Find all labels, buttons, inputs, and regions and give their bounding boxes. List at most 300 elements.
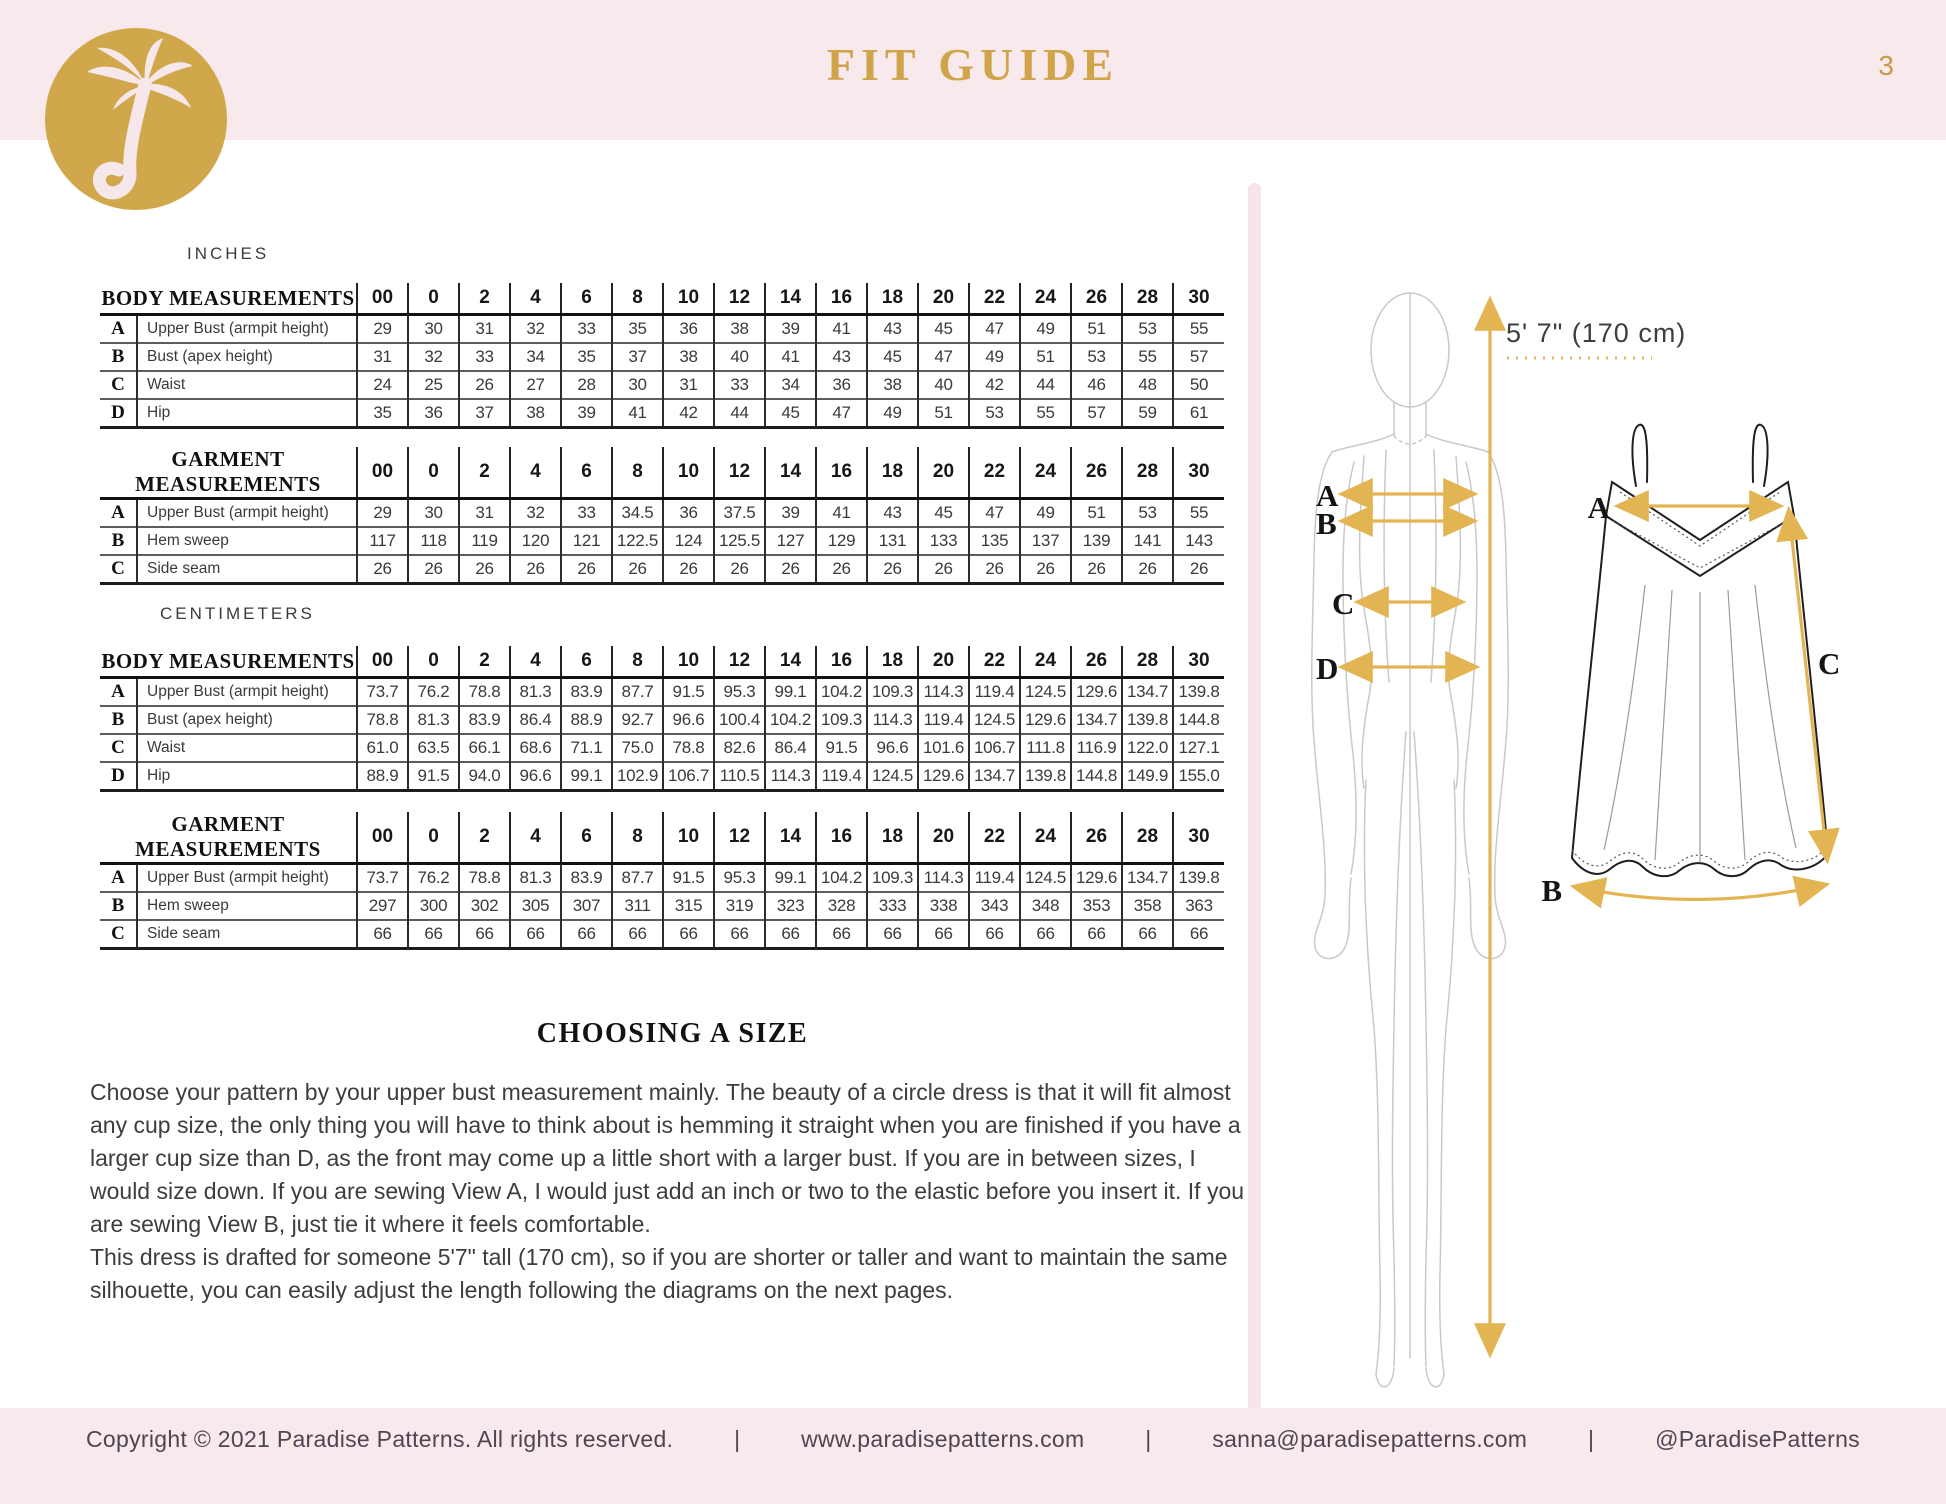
measurement-value: 66: [969, 920, 1020, 949]
measurement-value: 323: [765, 892, 816, 920]
measurement-value: 78.8: [459, 678, 510, 707]
measurement-row: [100, 371, 1224, 399]
size-column-header: 28: [1122, 447, 1173, 499]
measurement-row: [100, 527, 1224, 555]
size-column-header: 14: [765, 447, 816, 499]
measurement-value: 131: [867, 527, 918, 555]
measurement-value: 29: [357, 499, 408, 528]
measurement-value: 99.1: [561, 762, 612, 791]
size-column-header: 2: [459, 447, 510, 499]
size-column-header: 28: [1122, 283, 1173, 315]
dress-label-hem: B: [1541, 873, 1562, 908]
measurement-value: 36: [816, 371, 867, 399]
row-label: Upper Bust (armpit height): [137, 864, 357, 893]
measurement-value: 328: [816, 892, 867, 920]
row-label: Hip: [137, 762, 357, 791]
size-column-header: 00: [357, 812, 408, 864]
measurement-value: 66: [1071, 920, 1122, 949]
size-column-header: 28: [1122, 812, 1173, 864]
size-column-header: 2: [459, 283, 510, 315]
measurement-value: 33: [561, 499, 612, 528]
size-column-header: 0: [408, 283, 459, 315]
measurement-value: 109.3: [867, 678, 918, 707]
measurement-value: 92.7: [612, 706, 663, 734]
measurement-value: 31: [357, 343, 408, 371]
measurement-value: 66: [816, 920, 867, 949]
measurement-value: 81.3: [408, 706, 459, 734]
measurement-value: 134.7: [1071, 706, 1122, 734]
measurement-value: 41: [816, 315, 867, 344]
measurement-value: 133: [918, 527, 969, 555]
measurement-value: 34.5: [612, 499, 663, 528]
measurement-value: 99.1: [765, 678, 816, 707]
choosing-paragraph-2: This dress is drafted for someone 5'7" tall (170 cm), so if you are shorter or taller and want to maintain the same silhouette, you can easily adjust the length following the diagrams on the next pages.: [90, 1244, 1228, 1303]
measurement-value: 117: [357, 527, 408, 555]
size-column-header: 6: [561, 447, 612, 499]
measurement-row: [100, 706, 1224, 734]
height-label: 5' 7" (170 cm): [1506, 318, 1687, 348]
measurement-value: 311: [612, 892, 663, 920]
measurement-row: [100, 678, 1224, 707]
measurement-value: 26: [1071, 555, 1122, 584]
paradise-patterns-logo-icon: [45, 28, 227, 210]
measurement-value: 46: [1071, 371, 1122, 399]
measurement-value: 129.6: [1071, 678, 1122, 707]
footer-separator: |: [1145, 1426, 1152, 1452]
measurement-value: 76.2: [408, 864, 459, 893]
measurement-value: 26: [663, 555, 714, 584]
size-column-header: 0: [408, 812, 459, 864]
measurement-value: 27: [510, 371, 561, 399]
footer-email-link[interactable]: sanna@paradisepatterns.com: [1212, 1426, 1528, 1452]
size-column-header: 8: [612, 812, 663, 864]
measurement-value: 26: [918, 555, 969, 584]
measurement-value: 122.0: [1122, 734, 1173, 762]
measurement-value: 40: [714, 343, 765, 371]
measurement-value: 51: [1071, 315, 1122, 344]
measurement-value: 35: [561, 343, 612, 371]
measurement-value: 66: [765, 920, 816, 949]
row-letter: B: [100, 706, 137, 734]
row-label: Hem sweep: [137, 527, 357, 555]
measurement-value: 53: [969, 399, 1020, 428]
measurement-value: 139.8: [1173, 864, 1224, 893]
centimeters-section-label: CENTIMETERS: [160, 604, 315, 623]
row-label: Bust (apex height): [137, 706, 357, 734]
measurement-value: 45: [918, 499, 969, 528]
figure-label-a: A: [1316, 478, 1339, 513]
size-column-header: 24: [1020, 283, 1071, 315]
measurement-value: 36: [663, 315, 714, 344]
measurement-value: 55: [1173, 315, 1224, 344]
measurement-value: 38: [714, 315, 765, 344]
measurement-value: 25: [408, 371, 459, 399]
measurement-value: 120: [510, 527, 561, 555]
measurement-value: 40: [918, 371, 969, 399]
measurement-value: 91.5: [663, 864, 714, 893]
measurement-value: 39: [561, 399, 612, 428]
measurement-value: 81.3: [510, 864, 561, 893]
measurement-value: 300: [408, 892, 459, 920]
row-label: Waist: [137, 371, 357, 399]
measurement-value: 63.5: [408, 734, 459, 762]
footer-separator: |: [734, 1426, 741, 1452]
size-column-header: 30: [1173, 283, 1224, 315]
measurement-value: 139.8: [1020, 762, 1071, 791]
measurement-value: 43: [816, 343, 867, 371]
measurement-value: 353: [1071, 892, 1122, 920]
measurement-value: 119.4: [816, 762, 867, 791]
measurement-value: 47: [816, 399, 867, 428]
measurement-value: 94.0: [459, 762, 510, 791]
measurement-value: 49: [867, 399, 918, 428]
measurement-value: 66: [1122, 920, 1173, 949]
measurement-value: 44: [1020, 371, 1071, 399]
measurement-value: 78.8: [357, 706, 408, 734]
measurement-value: 30: [408, 315, 459, 344]
size-column-header: 22: [969, 447, 1020, 499]
measurement-value: 28: [561, 371, 612, 399]
measurement-value: 109.3: [867, 864, 918, 893]
measurement-value: 305: [510, 892, 561, 920]
row-label: Side seam: [137, 555, 357, 584]
measurement-row: [100, 864, 1224, 893]
measurement-value: 101.6: [918, 734, 969, 762]
measurement-value: 38: [867, 371, 918, 399]
measurement-value: 49: [1020, 499, 1071, 528]
measurement-value: 155.0: [1173, 762, 1224, 791]
measurement-value: 55: [1020, 399, 1071, 428]
measurement-value: 44: [714, 399, 765, 428]
measurement-value: 24: [357, 371, 408, 399]
size-column-header: 8: [612, 646, 663, 678]
measurement-value: 96.6: [867, 734, 918, 762]
measurement-value: 114.3: [918, 864, 969, 893]
measurement-value: 37.5: [714, 499, 765, 528]
measurement-value: 137: [1020, 527, 1071, 555]
size-column-header: 28: [1122, 646, 1173, 678]
measurement-value: 100.4: [714, 706, 765, 734]
row-letter: D: [100, 399, 137, 428]
measurement-value: 66: [714, 920, 765, 949]
measurement-value: 81.3: [510, 678, 561, 707]
row-label: Waist: [137, 734, 357, 762]
measurement-value: 66.1: [459, 734, 510, 762]
measurement-value: 33: [459, 343, 510, 371]
measurement-value: 127: [765, 527, 816, 555]
measurement-value: 83.9: [561, 864, 612, 893]
size-column-header: 12: [714, 812, 765, 864]
measurement-value: 45: [918, 315, 969, 344]
size-column-header: 16: [816, 447, 867, 499]
measurements-table: [100, 447, 1224, 585]
measurement-value: 48: [1122, 371, 1173, 399]
measurement-value: 114.3: [918, 678, 969, 707]
measurement-value: 82.6: [714, 734, 765, 762]
footer-website-link[interactable]: www.paradisepatterns.com: [801, 1426, 1085, 1452]
dress-label-side-seam: C: [1818, 646, 1841, 681]
measurement-value: 66: [867, 920, 918, 949]
measurements-table: [100, 283, 1224, 429]
measurement-row: [100, 399, 1224, 428]
footer-social-handle-link[interactable]: @ParadisePatterns: [1655, 1426, 1860, 1452]
size-column-header: 30: [1173, 447, 1224, 499]
measurement-value: 83.9: [561, 678, 612, 707]
measurement-value: 26: [1122, 555, 1173, 584]
figure-label-b: B: [1316, 506, 1337, 541]
measurement-value: 26: [612, 555, 663, 584]
size-column-header: 2: [459, 646, 510, 678]
size-column-header: 10: [663, 447, 714, 499]
measurement-value: 42: [969, 371, 1020, 399]
measurement-value: 119.4: [969, 678, 1020, 707]
measurement-value: 139.8: [1173, 678, 1224, 707]
measurement-value: 129: [816, 527, 867, 555]
footer-separator: |: [1588, 1426, 1595, 1452]
size-column-header: 24: [1020, 646, 1071, 678]
size-column-header: 14: [765, 812, 816, 864]
measurement-value: 42: [663, 399, 714, 428]
measurement-value: 33: [561, 315, 612, 344]
measurement-value: 96.6: [663, 706, 714, 734]
size-column-header: 14: [765, 646, 816, 678]
measurement-row: [100, 920, 1224, 949]
measurement-value: 363: [1173, 892, 1224, 920]
measurement-value: 26: [867, 555, 918, 584]
size-column-header: 00: [357, 447, 408, 499]
measurement-value: 26: [765, 555, 816, 584]
measurement-value: 114.3: [867, 706, 918, 734]
measurement-value: 26: [816, 555, 867, 584]
measurement-value: 50: [1173, 371, 1224, 399]
measurement-value: 125.5: [714, 527, 765, 555]
dress-illustration: [1541, 425, 1840, 908]
figure-label-c: C: [1332, 586, 1355, 621]
measurement-value: 53: [1122, 315, 1173, 344]
hem-stitch-line: [1572, 848, 1826, 868]
measurement-value: 139.8: [1122, 706, 1173, 734]
measurement-value: 129.6: [1071, 864, 1122, 893]
choosing-paragraph-1: Choose your pattern by your upper bust measurement mainly. The beauty of a circle dress is that it will fit almost any cup size, the only thing you will have to think about is hemming it straight when you are finished if you have a larger cup size than D, as the front may come up a little short with a larger bust. If you are in between sizes, I would size down. If you are sewing View A, I would just add an inch or two to the elastic before you insert it. If you are sewing View B, just tie it where it feels comfortable.: [90, 1079, 1245, 1237]
table-title: BODY MEASUREMENTS: [100, 283, 357, 315]
measurement-value: 32: [510, 499, 561, 528]
measurement-value: 66: [357, 920, 408, 949]
size-column-header: 16: [816, 812, 867, 864]
measurement-value: 124.5: [1020, 864, 1071, 893]
dress-fold-lines: [1604, 585, 1796, 862]
row-letter: A: [111, 681, 125, 702]
measurement-value: 31: [663, 371, 714, 399]
row-letter: B: [100, 527, 137, 555]
measurement-value: 34: [510, 343, 561, 371]
measurement-value: 30: [612, 371, 663, 399]
measurement-value: 47: [969, 315, 1020, 344]
measurement-value: 45: [765, 399, 816, 428]
table-header-row: [100, 283, 1224, 315]
row-label: Bust (apex height): [137, 343, 357, 371]
row-letter: B: [100, 892, 137, 920]
measurement-value: 26: [459, 371, 510, 399]
measurement-value: 116.9: [1071, 734, 1122, 762]
size-column-header: 2: [459, 812, 510, 864]
measurement-value: 51: [1020, 343, 1071, 371]
row-label: Upper Bust (armpit height): [137, 499, 357, 528]
measurement-value: 66: [1173, 920, 1224, 949]
measurement-value: 86.4: [765, 734, 816, 762]
size-column-header: 10: [663, 812, 714, 864]
size-column-header: 4: [510, 812, 561, 864]
measurement-value: 45: [867, 343, 918, 371]
measurement-value: 104.2: [765, 706, 816, 734]
size-column-header: 18: [867, 283, 918, 315]
size-column-header: 8: [612, 283, 663, 315]
size-column-header: 0: [408, 447, 459, 499]
measurement-value: 26: [357, 555, 408, 584]
measurement-value: 297: [357, 892, 408, 920]
measurement-value: 36: [408, 399, 459, 428]
measurement-value: 124: [663, 527, 714, 555]
measurement-value: 83.9: [459, 706, 510, 734]
measurement-value: 302: [459, 892, 510, 920]
page-title: FIT GUIDE: [826, 39, 1120, 90]
measurement-value: 121: [561, 527, 612, 555]
measurement-value: 66: [510, 920, 561, 949]
measurement-value: 141: [1122, 527, 1173, 555]
measurement-value: 144.8: [1173, 706, 1224, 734]
size-column-header: 6: [561, 646, 612, 678]
size-column-header: 26: [1071, 812, 1122, 864]
measurement-value: 41: [765, 343, 816, 371]
measurement-value: 38: [510, 399, 561, 428]
size-column-header: 20: [918, 812, 969, 864]
measurement-value: 36: [663, 499, 714, 528]
measurement-value: 26: [1173, 555, 1224, 584]
page-number: 3: [1878, 50, 1894, 81]
measurement-value: 59: [1122, 399, 1173, 428]
size-column-header: 4: [510, 447, 561, 499]
table-title: BODY MEASUREMENTS: [100, 646, 357, 678]
measurement-value: 95.3: [714, 864, 765, 893]
size-column-header: 00: [357, 646, 408, 678]
size-column-header: 20: [918, 447, 969, 499]
choosing-a-size-text: [90, 1076, 1260, 1307]
size-column-header: 24: [1020, 812, 1071, 864]
measurement-value: 66: [918, 920, 969, 949]
size-column-header: 18: [867, 447, 918, 499]
measurement-value: 119.4: [969, 864, 1020, 893]
size-column-header: 20: [918, 283, 969, 315]
measurement-value: 71.1: [561, 734, 612, 762]
measurement-value: 129.6: [1020, 706, 1071, 734]
measurement-value: 99.1: [765, 864, 816, 893]
measurement-value: 26: [1020, 555, 1071, 584]
inches-garment-measurements-table-container: [100, 447, 1224, 585]
measurement-value: 61: [1173, 399, 1224, 428]
measurement-value: 68.6: [510, 734, 561, 762]
table-header-row: [100, 812, 1224, 864]
row-letter: A: [111, 502, 125, 523]
measurement-value: 91.5: [816, 734, 867, 762]
cm-garment-measurements-table-container: [100, 812, 1224, 950]
measurement-value: 34: [765, 371, 816, 399]
measurement-value: 57: [1071, 399, 1122, 428]
measurement-value: 119.4: [918, 706, 969, 734]
inches-body-measurements-table-container: [100, 283, 1224, 429]
size-column-header: 18: [867, 812, 918, 864]
measurement-value: 358: [1122, 892, 1173, 920]
row-label: Upper Bust (armpit height): [137, 678, 357, 707]
measurement-value: 26: [408, 555, 459, 584]
measurement-value: 78.8: [663, 734, 714, 762]
measurement-value: 114.3: [765, 762, 816, 791]
measurement-value: 343: [969, 892, 1020, 920]
size-column-header: 30: [1173, 646, 1224, 678]
size-column-header: 26: [1071, 646, 1122, 678]
row-label: Upper Bust (armpit height): [137, 315, 357, 344]
measurement-value: 53: [1122, 499, 1173, 528]
measurement-value: 91.5: [408, 762, 459, 791]
measurement-value: 144.8: [1071, 762, 1122, 791]
measurement-value: 134.7: [1122, 864, 1173, 893]
fit-diagram: [1300, 160, 1946, 1420]
measurement-value: 30: [408, 499, 459, 528]
measurement-value: 96.6: [510, 762, 561, 791]
body-figure-illustration: [1312, 293, 1508, 1387]
measurement-value: 104.2: [816, 678, 867, 707]
inches-section-label: INCHES: [187, 244, 270, 263]
size-column-header: 22: [969, 646, 1020, 678]
measurement-value: 87.7: [612, 864, 663, 893]
measurement-value: 49: [969, 343, 1020, 371]
size-column-header: 12: [714, 447, 765, 499]
table-header-row: [100, 447, 1224, 499]
measurement-value: 86.4: [510, 706, 561, 734]
measurement-value: 111.8: [1020, 734, 1071, 762]
size-column-header: 12: [714, 646, 765, 678]
dress-bodice: [1606, 482, 1794, 576]
measurement-value: 29: [357, 315, 408, 344]
size-column-header: 8: [612, 447, 663, 499]
measurement-value: 55: [1122, 343, 1173, 371]
measurement-value: 32: [510, 315, 561, 344]
measurement-value: 26: [714, 555, 765, 584]
measurement-value: 315: [663, 892, 714, 920]
dress-label-bust: A: [1587, 490, 1610, 525]
measurement-value: 106.7: [969, 734, 1020, 762]
measurement-value: 88.9: [357, 762, 408, 791]
measurement-row: [100, 315, 1224, 344]
size-column-header: 10: [663, 283, 714, 315]
table-header-row: [100, 646, 1224, 678]
measurement-value: 95.3: [714, 678, 765, 707]
measurement-value: 39: [765, 315, 816, 344]
size-column-header: 22: [969, 283, 1020, 315]
measurement-value: 32: [408, 343, 459, 371]
row-label: Side seam: [137, 920, 357, 949]
measurement-value: 53: [1071, 343, 1122, 371]
footer-copyright: Copyright © 2021 Paradise Patterns. All rights reserved.: [86, 1426, 674, 1452]
measurement-value: 122.5: [612, 527, 663, 555]
measurement-value: 43: [867, 499, 918, 528]
size-column-header: 16: [816, 646, 867, 678]
measurement-value: 124.5: [867, 762, 918, 791]
size-column-header: 4: [510, 646, 561, 678]
measurement-value: 102.9: [612, 762, 663, 791]
measurement-value: 26: [510, 555, 561, 584]
measurement-value: 66: [561, 920, 612, 949]
measurement-value: 75.0: [612, 734, 663, 762]
measurement-value: 104.2: [816, 864, 867, 893]
